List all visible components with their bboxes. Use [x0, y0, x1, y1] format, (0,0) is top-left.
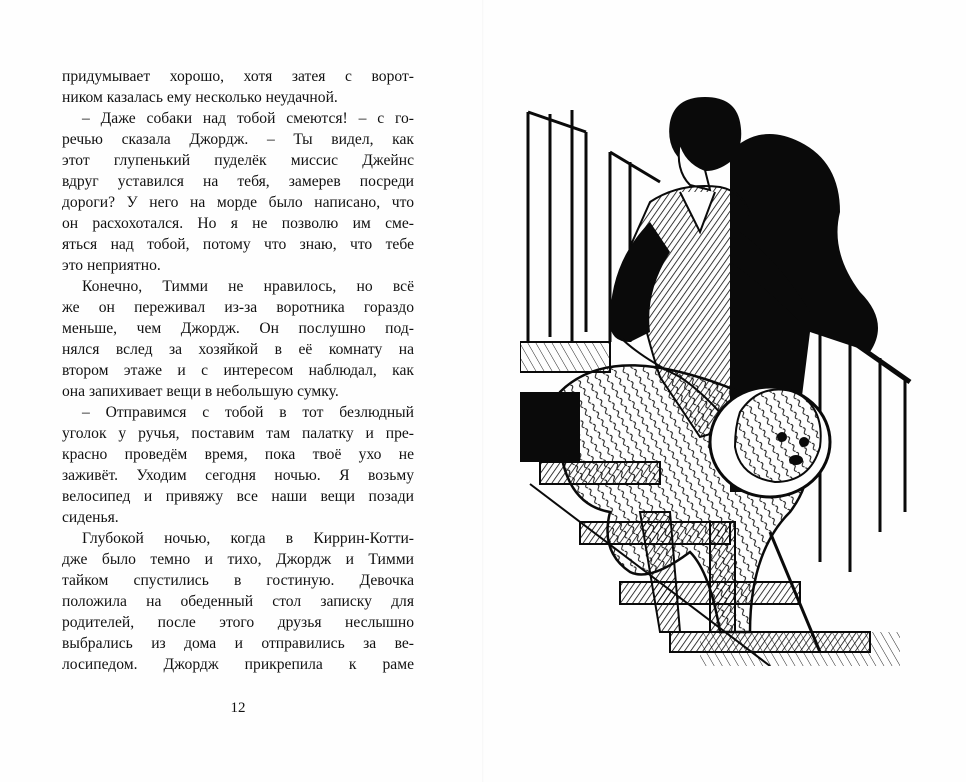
text-line: втором этаже и с интересом наблюдал, как [62, 362, 414, 379]
text-line: речью сказала Джордж. – Ты видел, как [62, 131, 414, 148]
text-line: придумывает хорошо, хотя затея с ворот- [62, 68, 414, 85]
paragraph [62, 402, 414, 528]
text-line: Глубокой ночью, когда в Киррин-Котти- [82, 530, 414, 547]
floor-shading [700, 632, 900, 666]
text-line: яться над тобой, потому что знаю, что тебе [62, 236, 414, 253]
text-column [62, 66, 414, 675]
text-line: заживёт. Уходим сегодня ночью. Я возьму [62, 467, 414, 484]
text-line: этот глупенький пуделёк миссис Джейнс [62, 152, 414, 169]
paragraph [62, 276, 414, 402]
page-gutter [482, 0, 484, 782]
text-line: уголок у ручья, поставим там палатку и пре- [62, 425, 414, 442]
text-line: тайком спустились в гостиную. Девочка [62, 572, 414, 589]
text-line: это неприятно. [62, 257, 161, 274]
text-line: же он переживал из-за воротника гораздо [62, 299, 414, 316]
text-line: он расхохотался. Но я не позволю им сме- [62, 215, 414, 232]
text-line: лосипедом. Джордж прикрепила к раме [62, 656, 414, 673]
paragraph [62, 528, 414, 675]
text-line: Конечно, Тимми не нравилось, но всё [82, 278, 414, 295]
text-line: – Даже собаки над тобой смеются! – с го- [82, 110, 414, 127]
text-line: вдруг уставился на тебя, замерев посреди [62, 173, 414, 190]
text-line: велосипед и привяжу все наши вещи позади [62, 488, 414, 505]
paragraph [62, 66, 414, 108]
text-line: родителей, после этого друзья неслышно [62, 614, 414, 631]
text-line: красно проведём время, пока твоё ухо не [62, 446, 414, 463]
text-line: меньше, чем Джордж. Он послушно под- [62, 320, 414, 337]
page-number: 12 [230, 700, 246, 716]
text-line: нялся вслед за хозяйкой в её комнату на [62, 341, 414, 358]
text-line: выбрались из дома и отправились за ве- [62, 635, 414, 652]
text-line: сиденья. [62, 509, 119, 526]
text-line: ником казалась ему несколько неудачной. [62, 89, 338, 106]
girl-with-dog-on-stairs-illustration [520, 92, 920, 666]
text-line: – Отправимся с тобой в тот безлюдный [82, 404, 414, 421]
text-line: она запихивает вещи в небольшую сумку. [62, 383, 339, 400]
paragraph [62, 108, 414, 276]
text-line: дже было темно и тихо, Джордж и Тимми [62, 551, 414, 568]
text-line: положила на обеденный стол записку для [62, 593, 414, 610]
text-line: дороги? У него на морде было написано, что [62, 194, 414, 211]
